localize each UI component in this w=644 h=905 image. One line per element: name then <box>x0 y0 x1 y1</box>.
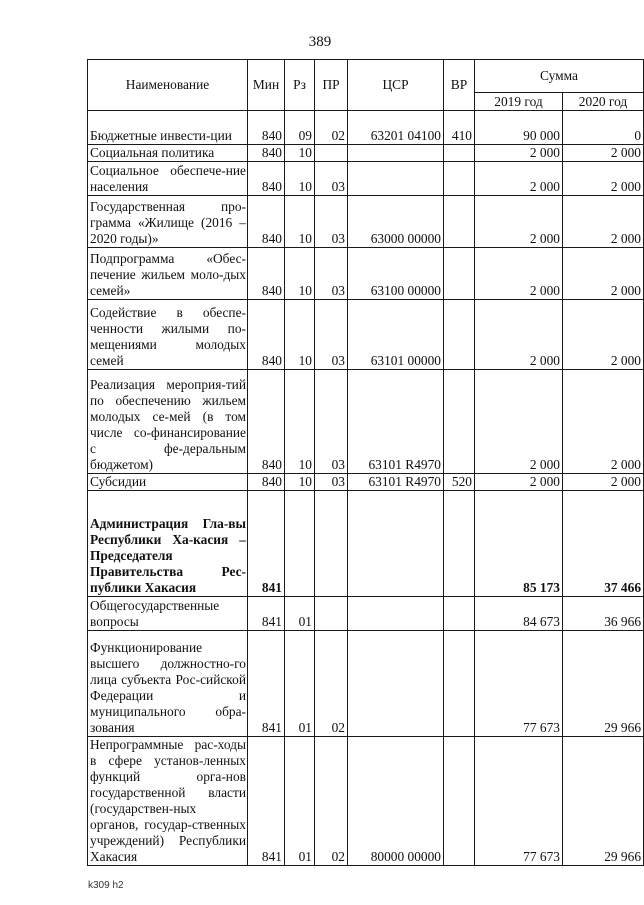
cell-2019: 77 673 <box>475 631 563 737</box>
budget-table <box>87 59 644 866</box>
cell-min: 840 <box>248 196 285 248</box>
cell-rz: 10 <box>285 300 315 370</box>
cell-2019: 2 000 <box>475 300 563 370</box>
cell-2019: 90 000 <box>475 111 563 145</box>
cell-rz: 10 <box>285 370 315 474</box>
cell-rz: 10 <box>285 196 315 248</box>
table-row <box>88 737 644 866</box>
page-number: 389 <box>308 34 332 50</box>
cell-vr <box>444 631 475 737</box>
cell-2020: 37 466 <box>563 491 644 597</box>
cell-2019: 2 000 <box>475 370 563 474</box>
cell-pr: 03 <box>315 300 348 370</box>
cell-pr: 03 <box>315 474 348 491</box>
cell-vr: 520 <box>444 474 475 491</box>
cell-min: 840 <box>248 162 285 196</box>
cell-csr: 63201 04100 <box>348 111 444 145</box>
cell-csr <box>348 631 444 737</box>
cell-pr <box>315 491 348 597</box>
cell-name: Субсидии <box>88 474 248 491</box>
cell-2020: 2 000 <box>563 162 644 196</box>
table-row <box>88 145 644 162</box>
cell-rz <box>285 491 315 597</box>
cell-csr: 63101 R4970 <box>348 370 444 474</box>
cell-min: 840 <box>248 300 285 370</box>
cell-2019: 2 000 <box>475 162 563 196</box>
cell-name: Непрограммные рас-ходы в сфере установ-ленных функций орга-нов государственной власти (государствен-ных органов, государ-ственных учреждений) Республики Хакасия <box>88 737 248 866</box>
cell-2020: 2 000 <box>563 196 644 248</box>
cell-vr <box>444 162 475 196</box>
cell-name: Администрация Гла-вы Республики Ха-касия – Председателя Правительства Рес-публики Хакасия <box>88 491 248 597</box>
cell-rz: 10 <box>285 474 315 491</box>
cell-2019: 2 000 <box>475 145 563 162</box>
header-sum: Сумма <box>475 60 644 93</box>
cell-2020: 2 000 <box>563 300 644 370</box>
table-row <box>88 111 644 145</box>
cell-name: Подпрограмма «Обес-печение жильем моло-дых семей» <box>88 248 248 300</box>
cell-pr: 03 <box>315 162 348 196</box>
table-row <box>88 370 644 474</box>
cell-rz: 01 <box>285 597 315 631</box>
cell-csr: 63101 00000 <box>348 300 444 370</box>
header-csr: ЦСР <box>348 60 444 111</box>
cell-csr <box>348 145 444 162</box>
cell-min: 840 <box>248 474 285 491</box>
table-row <box>88 631 644 737</box>
cell-csr: 63101 R4970 <box>348 474 444 491</box>
table-row <box>88 162 644 196</box>
cell-2019: 2 000 <box>475 248 563 300</box>
cell-rz: 01 <box>285 737 315 866</box>
table-row <box>88 196 644 248</box>
header-vr: ВР <box>444 60 475 111</box>
cell-vr <box>444 145 475 162</box>
header-min: Мин <box>248 60 285 111</box>
table-row <box>88 300 644 370</box>
cell-csr: 63000 00000 <box>348 196 444 248</box>
cell-min: 841 <box>248 631 285 737</box>
header-2020: 2020 год <box>563 93 644 111</box>
cell-pr <box>315 597 348 631</box>
table-row <box>88 474 644 491</box>
cell-pr: 02 <box>315 631 348 737</box>
cell-csr <box>348 491 444 597</box>
cell-name: Реализация мероприя-тий по обеспечению жильем молодых се-мей (в том числе со-финансирование с фе-деральным бюджетом) <box>88 370 248 474</box>
cell-vr <box>444 737 475 866</box>
cell-2019: 85 173 <box>475 491 563 597</box>
cell-min: 841 <box>248 491 285 597</box>
cell-min: 840 <box>248 111 285 145</box>
cell-vr <box>444 300 475 370</box>
header-2019: 2019 год <box>475 93 563 111</box>
header-rz: Рз <box>285 60 315 111</box>
cell-2019: 77 673 <box>475 737 563 866</box>
cell-name: Социальная политика <box>88 145 248 162</box>
cell-min: 841 <box>248 737 285 866</box>
cell-pr: 03 <box>315 196 348 248</box>
cell-2020: 29 966 <box>563 631 644 737</box>
cell-2020: 29 966 <box>563 737 644 866</box>
cell-name: Содействие в обеспе-ченности жилыми по-мещениями молодых семей <box>88 300 248 370</box>
cell-vr <box>444 248 475 300</box>
cell-pr: 03 <box>315 370 348 474</box>
cell-name: Государственная про-грамма «Жилище (2016 – 2020 годы)» <box>88 196 248 248</box>
cell-csr: 63100 00000 <box>348 248 444 300</box>
cell-min: 840 <box>248 145 285 162</box>
cell-min: 840 <box>248 248 285 300</box>
cell-rz: 10 <box>285 145 315 162</box>
cell-rz: 10 <box>285 162 315 196</box>
header-pr: ПР <box>315 60 348 111</box>
cell-2020: 2 000 <box>563 145 644 162</box>
cell-csr <box>348 597 444 631</box>
cell-rz: 09 <box>285 111 315 145</box>
cell-min: 840 <box>248 370 285 474</box>
cell-csr <box>348 162 444 196</box>
cell-2020: 2 000 <box>563 474 644 491</box>
table-row <box>88 597 644 631</box>
table-row <box>88 248 644 300</box>
cell-2019: 84 673 <box>475 597 563 631</box>
cell-vr <box>444 370 475 474</box>
header-name: Наименование <box>88 60 248 111</box>
cell-name: Бюджетные инвести-ции <box>88 111 248 145</box>
cell-2019: 2 000 <box>475 474 563 491</box>
cell-name: Функционирование высшего должностно-го лица субъекта Рос-сийской Федерации и муниципального обра-зования <box>88 631 248 737</box>
cell-vr: 410 <box>444 111 475 145</box>
cell-name: Общегосударственные вопросы <box>88 597 248 631</box>
cell-vr <box>444 491 475 597</box>
cell-csr: 80000 00000 <box>348 737 444 866</box>
cell-2019: 2 000 <box>475 196 563 248</box>
cell-rz: 10 <box>285 248 315 300</box>
cell-min: 841 <box>248 597 285 631</box>
cell-2020: 2 000 <box>563 248 644 300</box>
cell-pr: 02 <box>315 737 348 866</box>
footer-code: k309 h2 <box>88 880 124 891</box>
cell-2020: 36 966 <box>563 597 644 631</box>
table-row <box>88 491 644 597</box>
cell-pr: 03 <box>315 248 348 300</box>
cell-2020: 0 <box>563 111 644 145</box>
cell-name: Социальное обеспече-ние населения <box>88 162 248 196</box>
cell-2020: 2 000 <box>563 370 644 474</box>
table-body <box>88 111 644 866</box>
cell-vr <box>444 196 475 248</box>
cell-pr: 02 <box>315 111 348 145</box>
cell-pr <box>315 145 348 162</box>
cell-rz: 01 <box>285 631 315 737</box>
cell-vr <box>444 597 475 631</box>
